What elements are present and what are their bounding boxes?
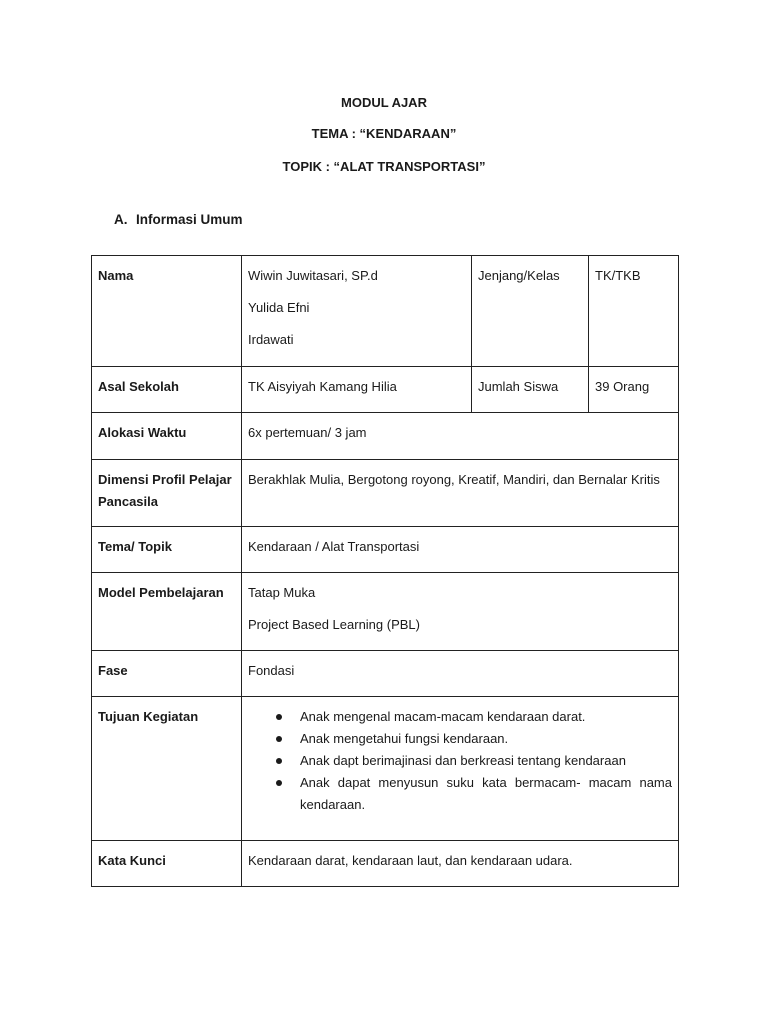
fase-label: Fase [92,651,242,697]
table-row [92,651,679,697]
tujuan-value [242,697,679,841]
table-row [92,573,679,651]
model-value-2: Project Based Learning (PBL) [248,617,420,632]
asal-label: Asal Sekolah [92,367,242,413]
nama-value-3: Irdawati [248,332,294,347]
list-item: Anak dapt berimajinasi dan berkreasi tentang kendaraan [270,750,672,772]
nama-value-1: Wiwin Juwitasari, SP.d [248,268,378,283]
list-item: Anak mengenal macam-macam kendaraan darat. [270,706,672,728]
section-heading [114,212,243,227]
model-value-1: Tatap Muka [248,585,316,600]
nama-value [242,256,472,367]
info-table [91,255,679,887]
tujuan-label: Tujuan Kegiatan [92,697,242,841]
section-title: Informasi Umum [136,212,243,227]
table-row [92,413,679,460]
list-item: Anak dapat menyusun suku kata bermacam- macam nama kendaraan. [270,772,672,816]
goals-list [248,706,672,816]
nama-label: Nama [92,256,242,367]
jumlah-label: Jumlah Siswa [472,367,589,413]
jumlah-value: 39 Orang [589,367,679,413]
table-row [92,697,679,841]
tema-value: Kendaraan / Alat Transportasi [242,527,679,573]
dimensi-value: Berakhlak Mulia, Bergotong royong, Kreatif, Mandiri, dan Bernalar Kritis [242,460,679,527]
doc-title: MODUL AJAR [341,95,427,110]
jenjang-label: Jenjang/Kelas [472,256,589,367]
table-row [92,460,679,527]
table-row [92,527,679,573]
jenjang-value: TK/TKB [589,256,679,367]
fase-value: Fondasi [242,651,679,697]
nama-value-2: Yulida Efni [248,300,310,315]
table-row [92,841,679,887]
kunci-label: Kata Kunci [92,841,242,887]
model-value [242,573,679,651]
doc-theme: TEMA : “KENDARAAN” [311,126,457,141]
list-item: Anak mengetahui fungsi kendaraan. [270,728,672,750]
doc-topic: TOPIK : “ALAT TRANSPORTASI” [282,159,486,174]
dimensi-label: Dimensi Profil Pelajar Pancasila [92,460,242,527]
model-label: Model Pembelajaran [92,573,242,651]
alokasi-label: Alokasi Waktu [92,413,242,460]
section-letter: A. [114,212,128,227]
table-row [92,367,679,413]
tema-label: Tema/ Topik [92,527,242,573]
kunci-value: Kendaraan darat, kendaraan laut, dan kendaraan udara. [242,841,679,887]
alokasi-value: 6x pertemuan/ 3 jam [242,413,679,460]
asal-value: TK Aisyiyah Kamang Hilia [242,367,472,413]
table-row [92,256,679,367]
